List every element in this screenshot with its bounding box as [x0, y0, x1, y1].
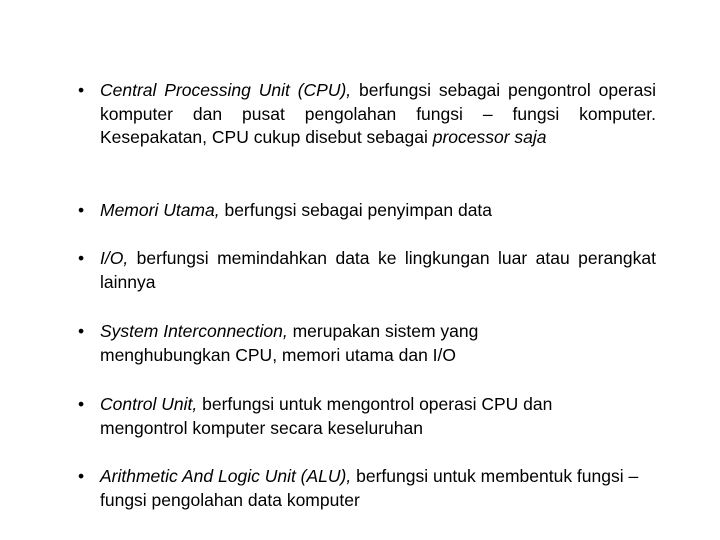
list-item-description: berfungsi untuk membentuk fungsi – fungsi pengolahan data komputer: [100, 466, 639, 510]
bullet-icon: •: [78, 248, 85, 268]
list-item-text: [100, 320, 578, 367]
list-item-description: berfungsi untuk mengontrol operasi CPU dan mengontrol komputer secara keseluruhan: [100, 394, 553, 438]
list-item-io: [78, 247, 656, 294]
list-item-description: berfungsi memindahkan data ke lingkungan luar atau perangkat lainnya: [100, 248, 656, 292]
list-item-text: [100, 393, 638, 440]
list-item-term: Memori Utama,: [100, 200, 220, 220]
list-item-term: Central Processing Unit (CPU),: [100, 80, 352, 100]
list-item-cpu: [78, 79, 656, 150]
list-item-term: System Interconnection,: [100, 321, 288, 341]
list-item-description: berfungsi sebagai pengontrol operasi komputer dan pusat pengolahan fungsi – fungsi komputer. Kesepakatan, CPU cukup disebut sebagai: [100, 80, 656, 147]
list-item-text: [100, 247, 656, 294]
list-item-text: [100, 465, 663, 512]
bullet-icon: •: [78, 80, 85, 100]
bullet-icon: •: [78, 321, 85, 341]
list-item-term: Arithmetic And Logic Unit (ALU),: [100, 466, 352, 486]
list-item-memori: [78, 199, 656, 223]
list-item-text: [100, 199, 656, 223]
list-item-description: berfungsi sebagai penyimpan data: [219, 200, 493, 220]
list-item-text: [100, 79, 656, 150]
bullet-icon: •: [78, 200, 85, 220]
list-item-term: I/O,: [100, 248, 129, 268]
list-item-control-unit: [78, 393, 638, 440]
list-item-description: merupakan sistem yang menghubungkan CPU, memori utama dan I/O: [100, 321, 479, 365]
list-item-term: Control Unit,: [100, 394, 198, 414]
bullet-icon: •: [78, 466, 85, 486]
list-item-system-interconnection: [78, 320, 578, 367]
list-item-emphasis: processor saja: [432, 127, 547, 147]
list-item-alu: [78, 465, 663, 512]
bullet-icon: •: [78, 394, 85, 414]
